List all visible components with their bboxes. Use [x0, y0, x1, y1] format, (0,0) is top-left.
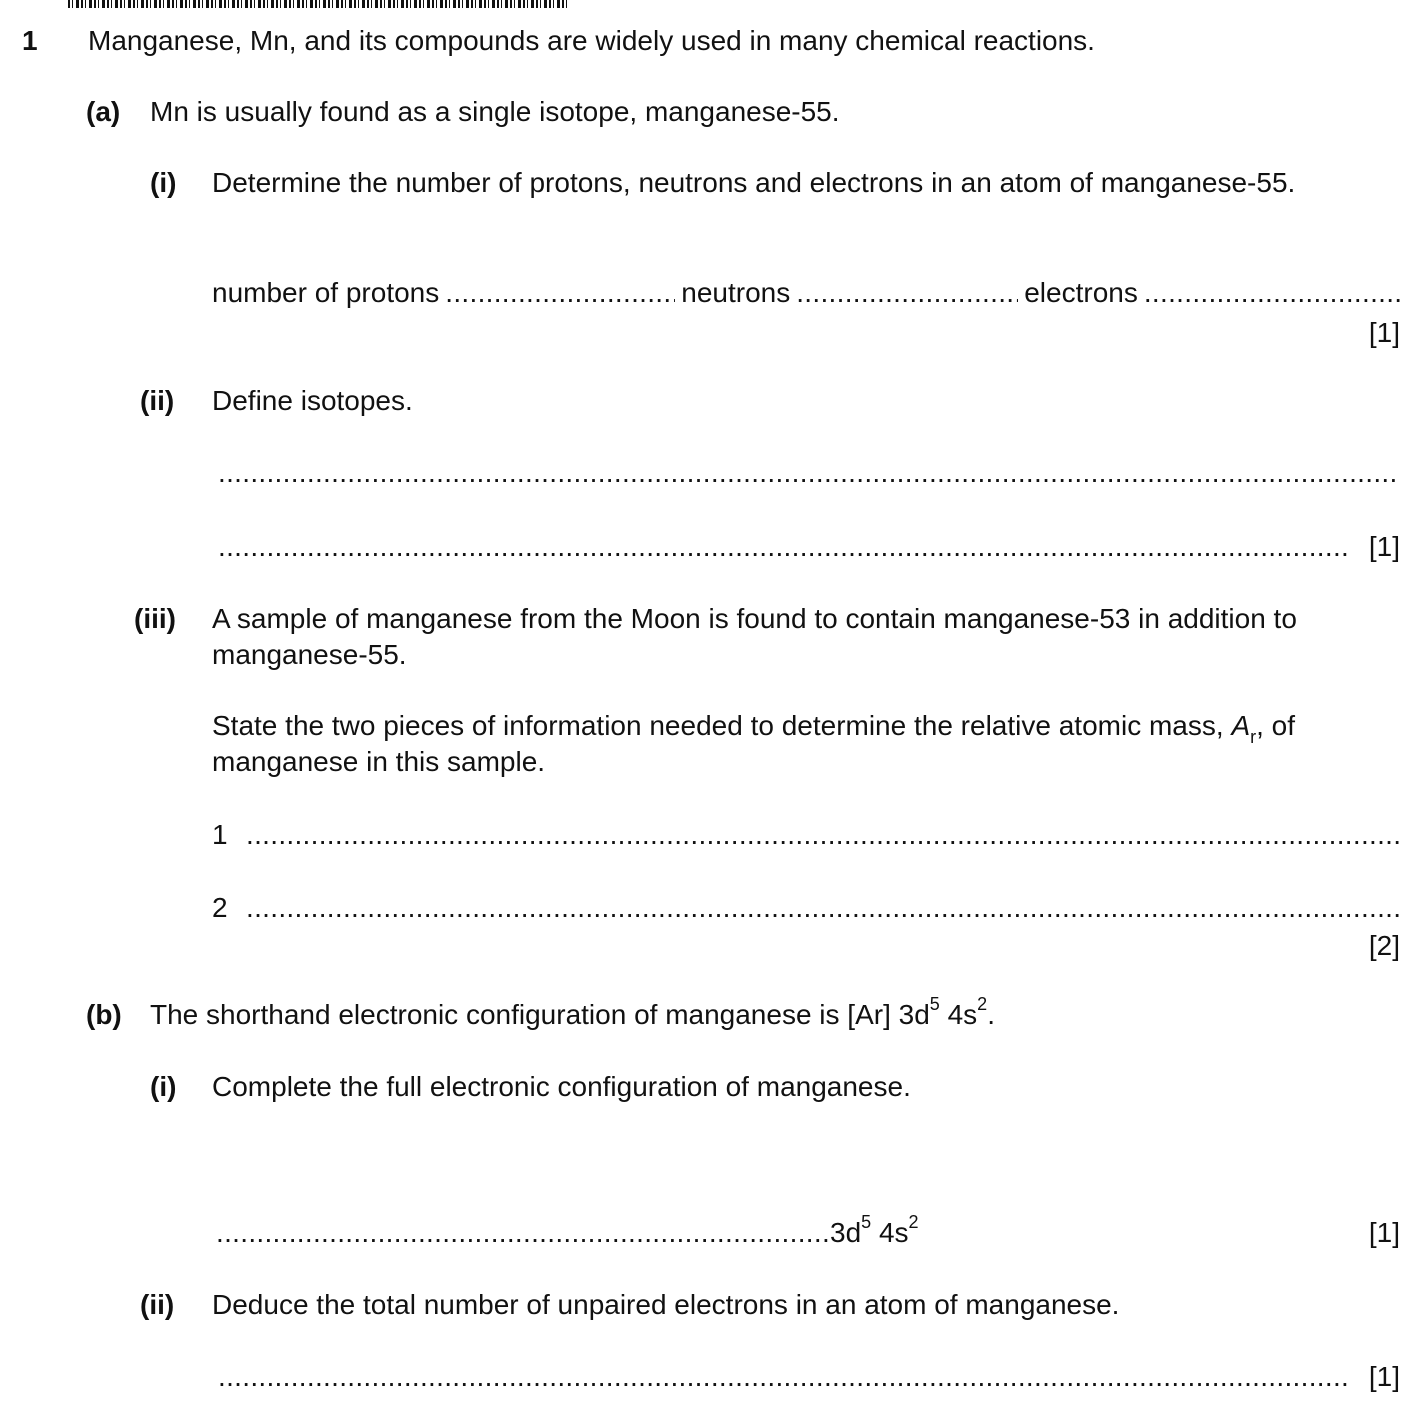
unpaired-answer-line[interactable]: [218, 1360, 1348, 1394]
part-b-ii-text: Deduce the total number of unpaired electrons in an atom of manganese.: [212, 1289, 1120, 1320]
config-sup-3d: 5: [861, 1212, 872, 1232]
part-a-i-text: Determine the number of protons, neutrons and electrons in an atom of manganese-55.: [212, 167, 1296, 198]
part-b-label: (b): [86, 999, 122, 1030]
marks-a-i: [1]: [1368, 317, 1400, 348]
config-4s: 4s: [871, 1217, 909, 1248]
barcode: [68, 0, 568, 8]
part-b-stem-4s: 4s: [939, 999, 978, 1030]
sup-3d: 5: [929, 994, 940, 1014]
part-a-stem: Mn is usually found as a single isotope, manganese-55.: [150, 96, 840, 127]
configuration-suffix: [830, 1212, 919, 1250]
marks-b-ii: [1]: [1368, 1361, 1400, 1392]
protons-answer-field[interactable]: [445, 276, 675, 310]
question-number: 1: [22, 25, 38, 56]
part-b-stem-period: .: [987, 999, 995, 1030]
item-1-number: 1: [212, 819, 228, 850]
marks-b-i: [1]: [1368, 1217, 1400, 1248]
isotopes-answer-line-2[interactable]: [218, 530, 1348, 564]
item-2-number: 2: [212, 892, 228, 923]
configuration-answer-field[interactable]: [216, 1216, 830, 1250]
part-b-ii-label: (ii): [140, 1289, 175, 1320]
neutrons-answer-field[interactable]: [796, 276, 1018, 310]
part-a-ii-text: Define isotopes.: [212, 385, 413, 416]
part-b-stem: [150, 994, 995, 1032]
part-a-label: (a): [86, 96, 121, 127]
question-stem: Manganese, Mn, and its compounds are widely used in many chemical reactions.: [88, 25, 1095, 56]
protons-answer-line: [212, 276, 1400, 310]
neutrons-label: neutrons: [681, 277, 791, 308]
item-2-answer-line[interactable]: [246, 891, 1400, 925]
marks-a-ii: [1]: [1368, 531, 1400, 562]
state-text-end: , of: [1256, 710, 1296, 741]
ar-subscript: r: [1250, 727, 1257, 747]
part-a-iii-text-2: manganese-55.: [212, 639, 407, 670]
item-1-answer-line[interactable]: [246, 818, 1400, 852]
sup-4s: 2: [977, 994, 988, 1014]
marks-a-iii: [2]: [1368, 930, 1400, 961]
config-sup-4s: 2: [908, 1212, 919, 1232]
electrons-answer-field[interactable]: [1144, 276, 1400, 310]
part-b-i-label: (i): [150, 1071, 177, 1102]
isotopes-answer-line-1[interactable]: [218, 456, 1400, 490]
electrons-label: electrons: [1024, 277, 1138, 308]
config-3d: 3d: [830, 1217, 862, 1248]
part-a-iii-state-1: [212, 709, 1296, 747]
part-b-stem-text: The shorthand electronic configuration of manganese is [Ar] 3d: [150, 999, 930, 1030]
part-b-i-text: Complete the full electronic configuration of manganese.: [212, 1071, 911, 1102]
part-a-i-label: (i): [150, 167, 177, 198]
state-text: State the two pieces of information needed to determine the relative atomic mass,: [212, 710, 1232, 741]
ar-symbol: A: [1231, 710, 1251, 741]
part-a-ii-label: (ii): [140, 385, 175, 416]
protons-label: number of protons: [212, 277, 440, 308]
part-a-iii-state-2: manganese in this sample.: [212, 746, 546, 777]
part-a-iii-text-1: A sample of manganese from the Moon is found to contain manganese-53 in addition to: [212, 603, 1297, 634]
part-a-iii-label: (iii): [134, 603, 176, 634]
